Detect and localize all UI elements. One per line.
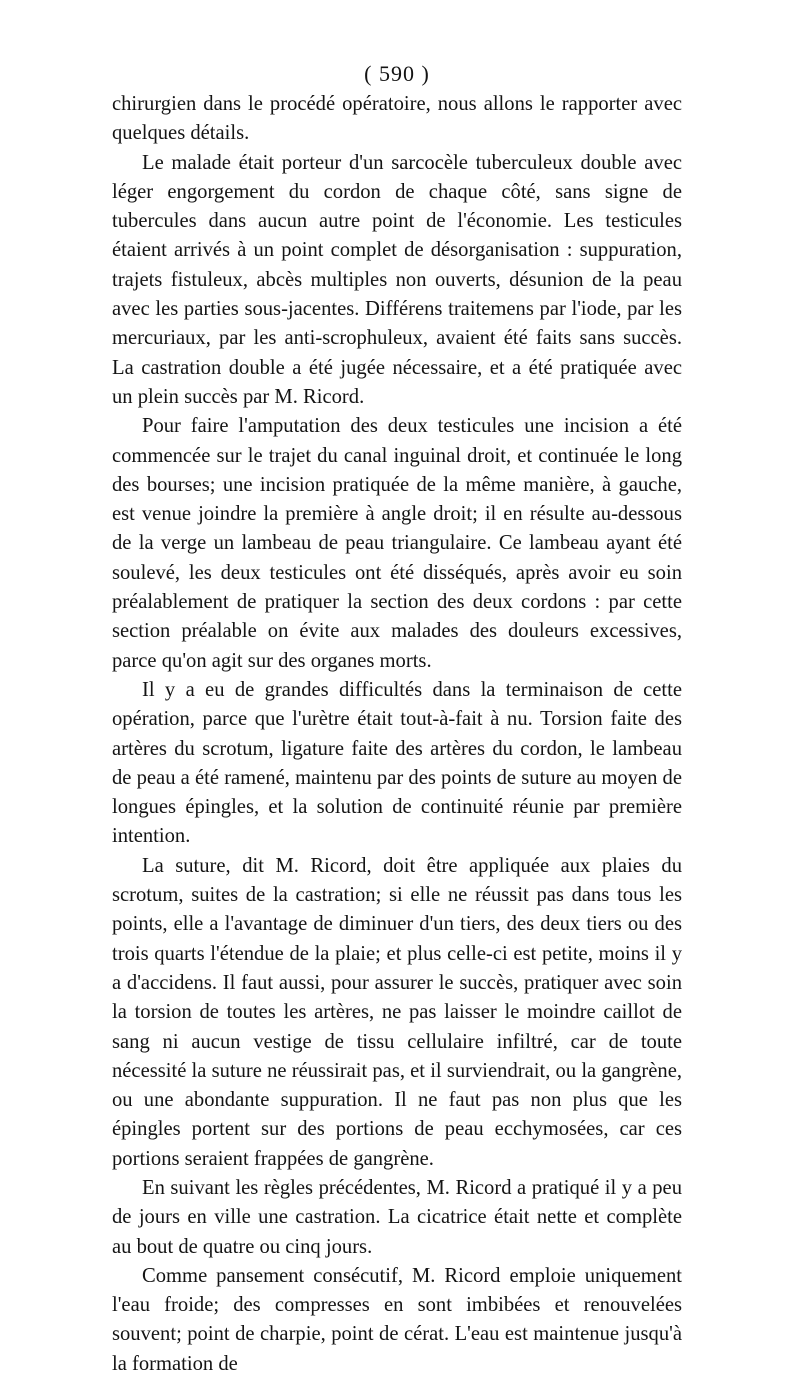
book-page bbox=[112, 60, 682, 1379]
paragraph-continuation: chirurgien dans le procédé opératoire, nous allons le rapporter avec quelques détails. bbox=[112, 93, 682, 145]
paragraph-recent-castration: En suivant les règles précédentes, M. Ricord a pratiqué il y a peu de jours en ville une castration. La cicatrice était nette et complète au bout de quatre ou cinq jours. bbox=[112, 1176, 682, 1258]
paragraph-dressing: Comme pansement consécutif, M. Ricord emploie uniquement l'eau froide; des compresses en sont imbibées et renouvelées souvent; point de charpie, point de cérat. L'eau est maintenue jusqu'à la formation de bbox=[112, 1264, 682, 1375]
paragraph-amputation-procedure: Pour faire l'amputation des deux testicules une incision a été commencée sur le trajet du canal inguinal droit, et continuée le long des bourses; une incision pratiquée de la même manière, à gauche, est venue joindre la première à angle droit; il en résulte au-dessous de la verge un lambeau de peau triangulaire. Ce lambeau ayant été soulevé, les deux testicules ont été disséqués, après avoir eu soin préalablement de pratiquer la section des deux cordons : par cette section préalable on évite aux malades des douleurs excessives, parce qu'on agit sur des organes morts. bbox=[112, 415, 682, 672]
paragraph-patient-description: Le malade était porteur d'un sarcocèle tuberculeux double avec léger engorgement du cordon de chaque côté, sans signe de tubercules dans aucun autre point de l'économie. Les testicules étaient arrivés à un point complet de désorganisation : suppuration, trajets fistuleux, abcès multiples non ouverts, désunion de la peau avec les parties sous-jacentes. Différens traitemens par l'iode, par les mercuriaux, par les anti-scrophuleux, avaient été faits sans succès. La castration double a été jugée nécessaire, et a été pratiquée avec un plein succès par M. Ricord. bbox=[112, 151, 682, 408]
paragraph-suture-advice: La suture, dit M. Ricord, doit être appliquée aux plaies du scrotum, suites de la castration; si elle ne réussit pas dans tous les points, elle a l'avantage de diminuer d'un tiers, des deux tiers ou des trois quarts l'étendue de la plaie; et plus celle-ci est petite, moins il y a d'accidens. Il faut aussi, pour assurer le succès, pratiquer avec soin la torsion de toutes les artères, ne pas laisser le moindre caillot de sang ni aucun vestige de tissu cellulaire infiltré, car de toute nécessité la suture ne réussirait pas, et il surviendrait, ou la gangrène, ou une abondante suppuration. Il ne faut pas non plus que les épingles portent sur des portions de peau ecchymosées, car ces portions seraient frappées de gangrène. bbox=[112, 854, 682, 1170]
page-number: ( 590 ) bbox=[364, 61, 430, 86]
paragraph-operation-difficulties: Il y a eu de grandes difficultés dans la terminaison de cette opération, parce que l'urètre était tout-à-fait à nu. Torsion faite des artères du scrotum, ligature faite des artères du cordon, le lambeau de peau a été ramené, maintenu par des points de suture au moyen de longues épingles, et la solution de continuité réunie par première intention. bbox=[112, 678, 682, 848]
